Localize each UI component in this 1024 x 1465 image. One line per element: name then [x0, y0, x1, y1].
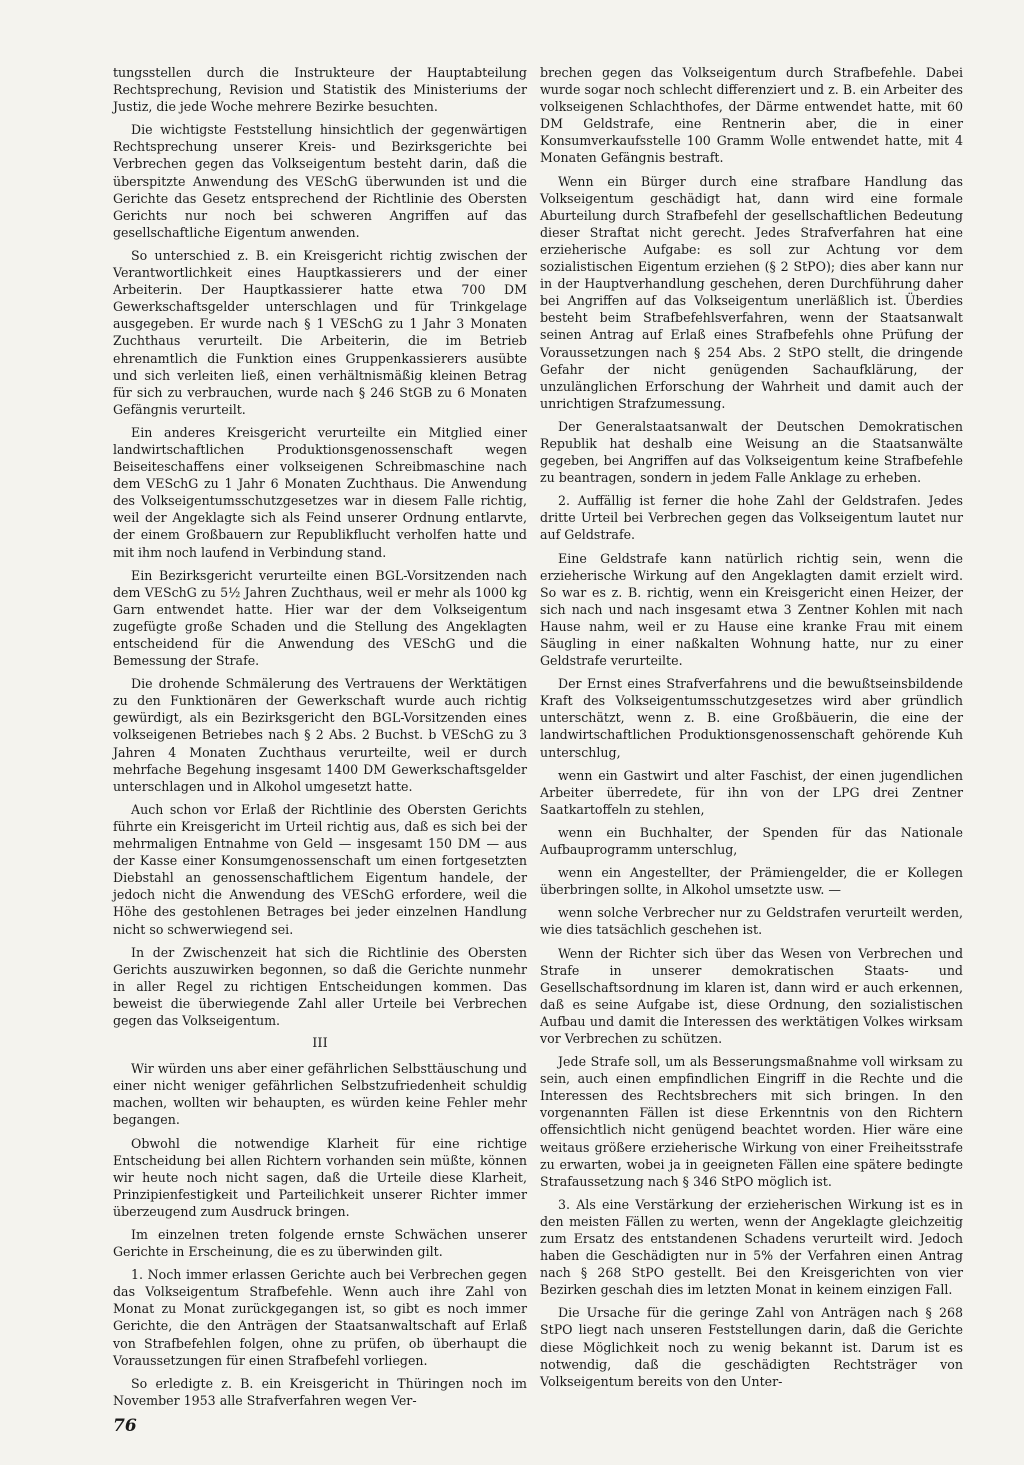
paragraph: Ein Bezirksgericht verurteilte einen BGL-Vorsitzenden nach dem VESchG zu 5½ Jahren Zuchthaus, weil er mehr als 1000 kg Garn entwendet hatte. Hier war der dem Volkseigentum zugefügte große Schaden und die Stellung des Angeklagten entscheidend für die Anwendung des VESchG und die Bemessung der Strafe. [113, 567, 527, 669]
paragraph: So unterschied z. B. ein Kreisgericht richtig zwischen der Verantwortlichkeit eines Hauptkassierers und der einer Arbeiterin. Der Hauptkassierer hatte etwa 700 DM Gewerkschaftsgelder unterschlagen und für Trinkgelage ausgegeben. Er wurde nach § 1 VESchG zu 1 Jahr 3 Monaten Zuchthaus verurteilt. Die Arbeiterin, die im Betrieb ehrenamtlich die Funktion eines Gruppenkassierers ausübte und sich verleiten ließ, einen verhältnismäßig kleinen Betrag für sich zu verbrauchen, wurde nach § 246 StGB zu 6 Monaten Gefängnis verurteilt. [113, 247, 527, 417]
paragraph: 2. Auffällig ist ferner die hohe Zahl der Geldstrafen. Jedes dritte Urteil bei Verbrechen gegen das Volkseigentum lautet nur auf Geldstrafe. [540, 493, 963, 543]
paragraph: Wir würden uns aber einer gefährlichen Selbsttäuschung und einer nicht weniger gefährlichen Selbstzufriedenheit schuldig machen, wollten wir behaupten, es würden keine Fehler mehr begangen. [113, 1061, 527, 1128]
paragraph: Die wichtigste Feststellung hinsichtlich der gegenwärtigen Rechtsprechung unserer Kreis- und Bezirksgerichte bei Verbrechen gegen das Volkseigentum besteht darin, daß die überspitzte Anwendung des VESchG überwunden ist und die Gerichte das Gesetz entsprechend der Richtlinie des Obersten Gerichts nur noch bei schweren Angriffen auf das gesellschaftliche Eigentum anwenden. [113, 122, 527, 240]
paragraph: wenn ein Angestellter, der Prämiengelder, die er Kollegen überbringen sollte, in Alkohol umsetzte usw. — [540, 865, 963, 898]
paragraph: brechen gegen das Volkseigentum durch Strafbefehle. Dabei wurde sogar noch schlecht differenziert und z. B. ein Arbeiter des volkseigenen Schlachthofes, der Därme entwendet hatte, mit 60 DM Geldstrafe, eine Rentnerin aber, die in einer Konsumverkaufsstelle 100 Gramm Wolle entwendet hatte, mit 4 Monaten Gefängnis bestraft. [540, 65, 963, 166]
paragraph: In der Zwischenzeit hat sich die Richtlinie des Obersten Gerichts auszuwirken begonnen, so daß die Gerichte nunmehr in aller Regel zu richtigen Entscheidungen kommen. Das beweist die überwiegende Zahl aller Urteile bei Verbrechen gegen das Volkseigentum. [113, 944, 527, 1028]
paragraph: wenn ein Buchhalter, der Spenden für das Nationale Aufbauprogramm unterschlug, [540, 824, 963, 858]
paragraph: 3. Als eine Verstärkung der erzieherischen Wirkung ist es in den meisten Fällen zu werten, wenn der Angeklagte gleichzeitig zum Ersatz des entstandenen Schadens verurteilt wird. Jedoch haben die Geschädigten nur in 5% der Verfahren einen Antrag nach § 268 StPO gestellt. Bei den Kreisgerichten von vier Bezirken geschah dies im letzten Monat in keinem einzigen Fall. [540, 1196, 963, 1298]
paragraph: Die drohende Schmälerung des Vertrauens der Werktätigen zu den Funktionären der Gewerkschaft wurde auch richtig gewürdigt, als ein Bezirksgericht den BGL-Vorsitzenden eines volkseigenen Betriebes nach § 2 Abs. 2 Buchst. b VESchG zu 3 Jahren 4 Monaten Zuchthaus verurteilte, weil er durch mehrfache Begehung insgesamt 1400 DM Gewerkschaftsgelder unterschlagen und in Alkohol umgesetzt hatte. [113, 676, 527, 794]
paragraph: tungsstellen durch die Instrukteure der Hauptabteilung Rechtsprechung, Revision und Statistik des Ministeriums der Justiz, die jede Woche mehrere Bezirke besuchten. [113, 65, 527, 115]
left-column [113, 64, 527, 1415]
paragraph: Der Ernst eines Strafverfahrens und die bewußtseinsbildende Kraft des Volkseigentumsschutzgesetzes wird aber gründlich unterschätzt, wenn z. B. eine Großbäuerin, die eine der landwirtschaftlichen Produktionsgenossenschaft gehörende Kuh unterschlug, [540, 676, 963, 760]
paragraph: Ein anderes Kreisgericht verurteilte ein Mitglied einer landwirtschaftlichen Produktionsgenossenschaft wegen Beiseiteschaffens einer volkseigenen Schreibmaschine nach dem VESchG zu 1 Jahr 6 Monaten Zuchthaus. Die Anwendung des Volkseigentumsschutzgesetzes war in diesem Falle richtig, weil der Angeklagte sich als Feind unserer Ordnung entlarvte, der einem Großbauern zur Republikflucht verholfen hatte und mit ihm noch laufend in Verbindung stand. [113, 424, 527, 560]
paragraph: wenn solche Verbrecher nur zu Geldstrafen verurteilt werden, wie dies tatsächlich geschehen ist. [540, 905, 963, 938]
paragraph: Obwohl die notwendige Klarheit für eine richtige Entscheidung bei allen Richtern vorhanden sein müßte, können wir heute noch nicht sagen, daß die Urteile diese Klarheit, Prinzipienfestigkeit und Parteilichkeit unserer Richter immer überzeugend zum Ausdruck bringen. [113, 1135, 527, 1219]
paragraph: Der Generalstaatsanwalt der Deutschen Demokratischen Republik hat deshalb eine Weisung an die Staatsanwälte gegeben, bei Angriffen auf das Volkseigentum keine Strafbefehle zu beantragen, sondern in jedem Falle Anklage zu erheben. [540, 418, 963, 486]
paragraph: Die Ursache für die geringe Zahl von Anträgen nach § 268 StPO liegt nach unseren Feststellungen darin, daß die Gerichte diese Möglichkeit noch zu wenig bekannt ist. Darum ist es notwendig, daß die geschädigten Rechtsträger von Volkseigentum bereits von den Unter- [540, 1305, 963, 1389]
right-column [540, 64, 963, 1396]
paragraph: 1. Noch immer erlassen Gerichte auch bei Verbrechen gegen das Volkseigentum Strafbefehle. Wenn auch ihre Zahl von Monat zu Monat zurückgegangen ist, so gibt es noch immer Gerichte, die den Anträgen der Staatsanwaltschaft auf Erlaß von Strafbefehlen folgen, ohne zu prüfen, ob überhaupt die Voraussetzungen für einen Strafbefehl vorliegen. [113, 1267, 527, 1368]
paragraph: Wenn der Richter sich über das Wesen von Verbrechen und Strafe in unserer demokratischen Staats- und Gesellschaftsordnung im klaren ist, dann wird er auch erkennen, daß es seine Aufgabe ist, diese Ordnung, den sozialistischen Aufbau und damit die Interessen des werktätigen Volkes wirksam vor Verbrechen zu schützen. [540, 945, 963, 1046]
paragraph: Auch schon vor Erlaß der Richtlinie des Obersten Gerichts führte ein Kreisgericht im Urteil richtig aus, daß es sich bei der mehrmaligen Entnahme von Geld — insgesamt 150 DM — aus der Kasse einer Konsumgenossenschaft um einen fortgesetzten Diebstahl an genossenschaftlichem Eigentum handele, der jedoch nicht die Anwendung des VESchG erfordere, weil die Höhe des gestohlenen Betrages bei jeder einzelnen Handlung nicht so schwerwiegend sei. [113, 801, 527, 937]
paragraph: Jede Strafe soll, um als Besserungsmaßnahme voll wirksam zu sein, auch einen empfindlichen Eingriff in die Rechte und die Interessen des Rechtsbrechers mit sich bringen. In den vorgenannten Fällen ist diese Erkenntnis von den Richtern offensichtlich nicht genügend beachtet worden. Hier wäre eine weitaus größere erzieherische Wirkung von einer Freiheitsstrafe zu erwarten, wobei ja in geeigneten Fällen eine spätere bedingte Strafaussetzung nach § 346 StPO möglich ist. [540, 1054, 963, 1189]
paragraph: Im einzelnen treten folgende ernste Schwächen unserer Gerichte in Erscheinung, die es zu überwinden gilt. [113, 1227, 527, 1260]
paragraph: Eine Geldstrafe kann natürlich richtig sein, wenn die erzieherische Wirkung auf den Angeklagten damit erzielt wird. So war es z. B. richtig, wenn ein Kreisgericht einen Heizer, der sich nach und nach insgesamt etwa 3 Zentner Kohlen mit nach Hause nahm, weil er zu Hause eine kranke Frau mit einem Säugling in einer naßkalten Wohnung hatte, nur zu einer Geldstrafe verurteilte. [540, 550, 963, 669]
paragraph: wenn ein Gastwirt und alter Faschist, der einen jugendlichen Arbeiter überredete, für ihn von der LPG drei Zentner Saatkartoffeln zu stehlen, [540, 767, 963, 817]
paragraph: Wenn ein Bürger durch eine strafbare Handlung das Volkseigentum geschädigt hat, dann wird eine formale Aburteilung durch Strafbefehl der gesellschaftlichen Bedeutung dieser Straftat nicht gerecht. Jedes Strafverfahren hat eine erzieherische Aufgabe: es soll zur Achtung vor dem sozialistischen Eigentum erziehen (§ 2 StPO); dies aber kann nur in der Hauptverhandlung geschehen, deren Durchführung daher bei Angriffen auf das Volkseigentum unerläßlich ist. Überdies besteht beim Strafbefehlsverfahren, wenn der Staatsanwalt seinen Antrag auf Erlaß eines Strafbefehls ohne Prüfung der Voraussetzungen nach § 254 Abs. 2 StPO stellt, die dringende Gefahr der nicht genügenden Sachaufklärung, der unzulänglichen Erforschung der Wahrheit und damit auch der unrichtigen Strafzumessung. [540, 173, 963, 411]
section-heading: III [312, 1036, 328, 1052]
paragraph: So erledigte z. B. ein Kreisgericht in Thüringen noch im November 1953 alle Strafverfahren wegen Ver- [113, 1375, 527, 1408]
page-number: 76 [113, 1416, 137, 1436]
